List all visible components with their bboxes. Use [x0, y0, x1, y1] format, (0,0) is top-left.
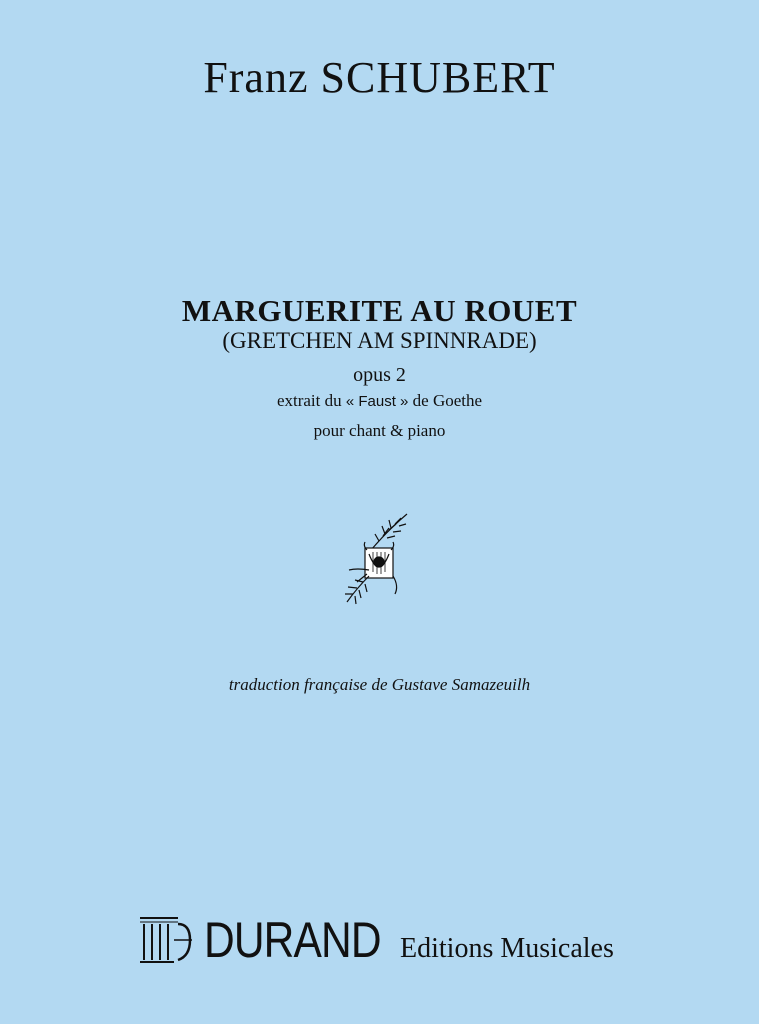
- work-subtitle: (GRETCHEN AM SPINNRADE): [222, 328, 537, 353]
- translation-credit: traduction française de Gustave Samazeuilh: [228, 675, 531, 694]
- publisher-name: DURAND: [204, 912, 381, 968]
- extract-suffix: de Goethe: [408, 391, 483, 410]
- opus-number: opus 2: [353, 364, 406, 386]
- work-title: MARGUERITE AU ROUET: [181, 293, 578, 328]
- publisher-subtitle: Editions Musicales: [400, 933, 614, 964]
- title-block: [0, 292, 759, 441]
- extract-line: [0, 391, 759, 411]
- composer-name: Franz SCHUBERT: [203, 53, 556, 102]
- publisher-block: [138, 908, 638, 970]
- lyre-laurel-emblem-icon: [343, 510, 413, 606]
- extract-work: « Faust »: [345, 393, 409, 410]
- voicing: pour chant & piano: [313, 421, 446, 440]
- durand-columns-logo-icon: [138, 910, 196, 968]
- extract-prefix: extrait du: [276, 391, 346, 410]
